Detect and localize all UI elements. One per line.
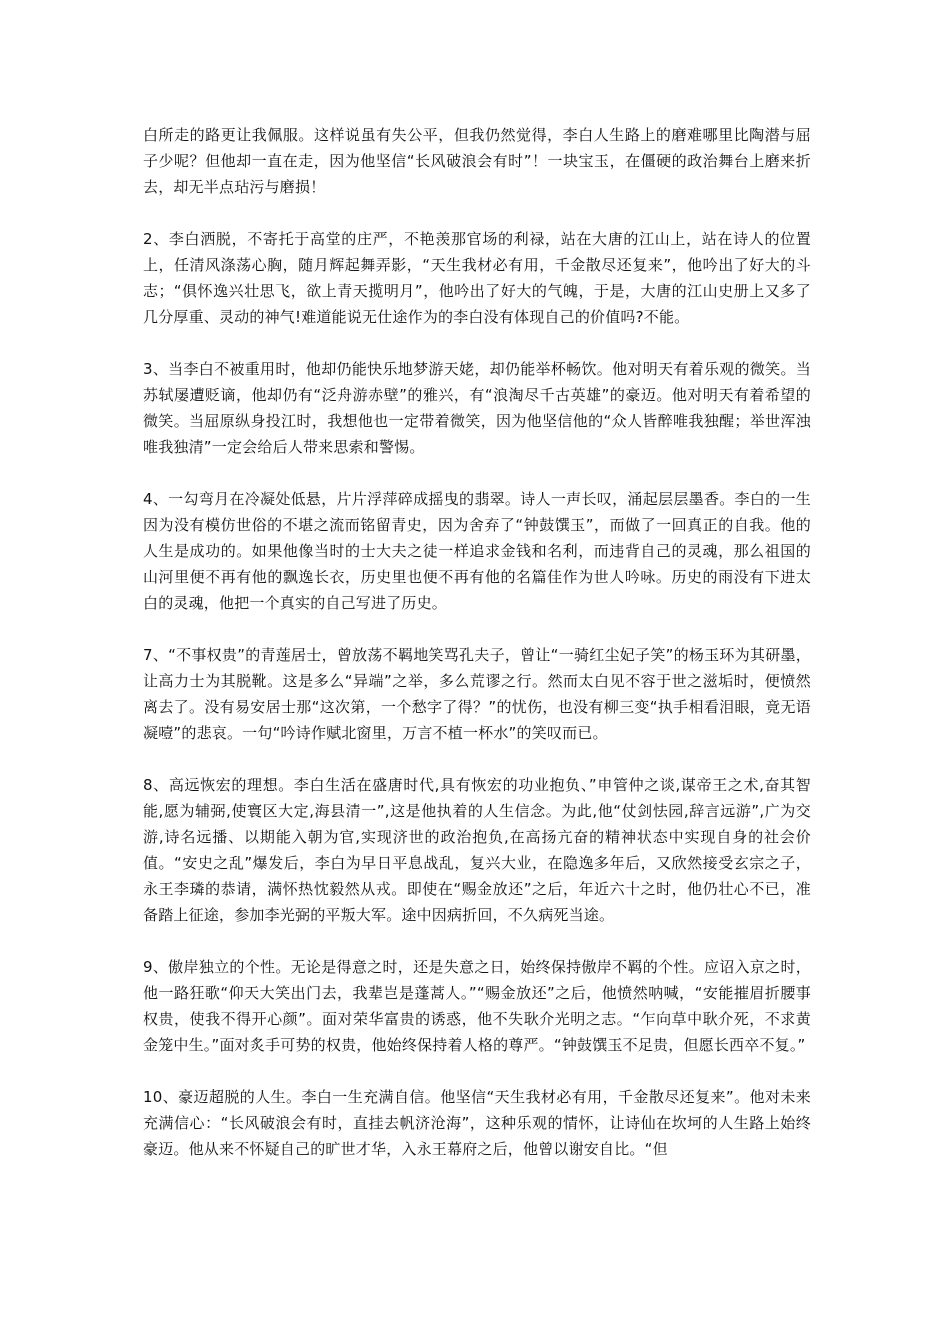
document-body	[143, 122, 811, 1162]
paragraph-9: 9、傲岸独立的个性。无论是得意之时，还是失意之日，始终保持傲岸不羁的个性。应诏入京之时，他一路狂歌“仰天大笑出门去，我辈岂是蓬蒿人。”“赐金放还”之后，他愤然呐喊，“安能摧眉折腰事权贵，使我不得开心颜”。面对荣华富贵的诱惑，他不失耿介光明之志。“乍向草中耿介死，不求黄金笼中生。”面对炙手可势的权贵，他始终保持着人格的尊严。“钟鼓馔玉不足贵，但愿长西卒不复。”	[143, 958, 811, 1054]
paragraph-continuation: 白所走的路更让我佩服。这样说虽有失公平，但我仍然觉得，李白人生路上的磨难哪里比陶潜与屈子少呢？但他却一直在走，因为他坚信“长风破浪会有时”！一块宝玉，在僵硬的政治舞台上磨来折去，却无半点玷污与磨损！	[143, 126, 811, 196]
paragraph-3: 3、当李白不被重用时，他却仍能快乐地梦游天姥，却仍能举杯畅饮。他对明天有着乐观的微笑。当苏轼屡遭贬谪，他却仍有“泛舟游赤壁”的雅兴，有“浪淘尽千古英雄”的豪迈。他对明天有着希望的微笑。当屈原纵身投江时，我想他也一定带着微笑，因为他坚信他的“众人皆醉唯我独醒；举世浑浊唯我独清”一定会给后人带来思索和警惕。	[143, 360, 811, 456]
paragraph-4: 4、一勾弯月在冷凝处低悬，片片浮萍碎成摇曳的翡翠。诗人一声长叹，涌起层层墨香。李白的一生因为没有模仿世俗的不堪之流而铭留青史，因为舍弃了“钟鼓馔玉”，而做了一回真正的自我。他的人生是成功的。如果他像当时的士大夫之徒一样追求金钱和名利，而违背自己的灵魂，那么祖国的山河里便不再有他的飘逸长衣，历史里也便不再有他的名篇佳作为世人吟咏。历史的雨没有下进太白的灵魂，他把一个真实的自己写进了历史。	[143, 490, 811, 612]
paragraph-7: 7、“不事权贵”的青莲居士，曾放荡不羁地笑骂孔夫子，曾让“一骑红尘妃子笑”的杨玉环为其研墨，让高力士为其脱靴。这是多么“异端”之举，多么荒谬之行。然而太白见不容于世之滋垢时，便愤然离去了。没有易安居士那“这次第，一个愁字了得？”的忧伤，也没有柳三变“执手相看泪眼，竟无语凝噎”的悲哀。一句“吟诗作赋北窗里，万言不植一杯水”的笑叹而已。	[143, 646, 811, 742]
paragraph-10: 10、豪迈超脱的人生。李白一生充满自信。他坚信“天生我材必有用，千金散尽还复来”。他对未来充满信心：“长风破浪会有时，直挂去帆济沧海”，这种乐观的情怀，让诗仙在坎坷的人生路上始终豪迈。他从来不怀疑自己的旷世才华，入永王幕府之后，他曾以谢安自比。“但	[143, 1088, 811, 1158]
paragraph-8: 8、高远恢宏的理想。李白生活在盛唐时代,具有恢宏的功业抱负、”申管仲之谈,谋帝王之术,奋其智能,愿为辅弼,使寰区大定,海县清一”,这是他执着的人生信念。为此,他“仗剑怯园,辞言远游”,广为交游,诗名远播、以期能入朝为官,实现济世的政治抱负,在高扬亢奋的精神状态中实现自身的社会价值。“安史之乱”爆发后，李白为早日平息战乱，复兴大业，在隐逸多年后，又欣然接受玄宗之子，永王李璘的恭请，满怀热忱毅然从戎。即使在“赐金放还”之后，年近六十之时，他仍壮心不已，准备踏上征途，参加李光弼的平叛大军。途中因病折回，不久病死当途。	[143, 776, 811, 924]
paragraph-2: 2、李白洒脱，不寄托于高堂的庄严，不艳羡那官场的利禄，站在大唐的江山上，站在诗人的位置上，任清风涤荡心胸，随月辉起舞弄影，“天生我材必有用，千金散尽还复来”，他吟出了好大的斗志；“俱怀逸兴壮思飞，欲上青天揽明月”，他吟出了好大的气魄，于是，大唐的江山史册上又多了几分厚重、灵动的神气!难道能说无仕途作为的李白没有体现自己的价值吗?不能。	[143, 230, 811, 326]
